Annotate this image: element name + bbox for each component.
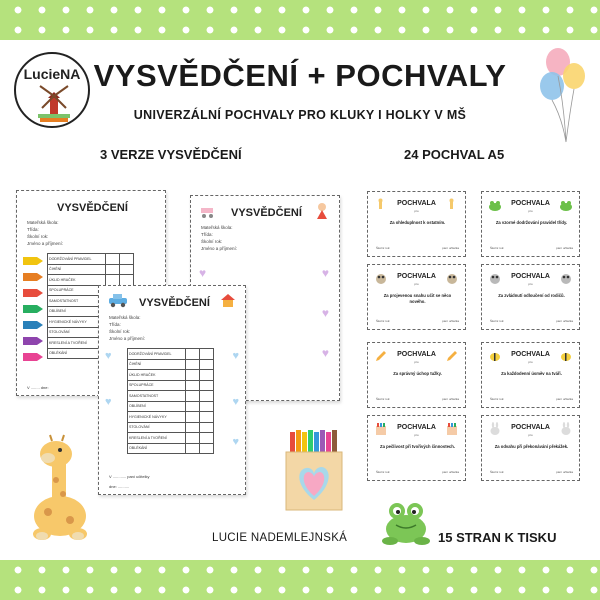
- praise-card: POCHVALA pro Za správný úchop tužky. Školní rok: paní učitelka: [367, 342, 466, 408]
- certificate-title: VYSVĚDČENÍ: [139, 297, 210, 309]
- certificate-fields: Mateřská škola: Třída: Školní rok: Jméno a příjmení:: [109, 315, 146, 341]
- certificate-sheet-front: [98, 285, 246, 495]
- pencil-icon: [374, 349, 388, 363]
- certificate-title: VYSVĚDČENÍ: [231, 207, 302, 219]
- page-title: VYSVĚDČENÍ + POCHVALY: [93, 58, 507, 93]
- heart-icon: ♥: [105, 350, 112, 362]
- car-icon: [107, 292, 129, 308]
- bee-icon: [559, 349, 573, 363]
- certificate-date: dne: ..........: [109, 484, 130, 489]
- author-name: LUCIE NADEMLEJNSKÁ: [212, 532, 348, 544]
- toy-house-icon: [219, 292, 237, 308]
- heart-icon: ♥: [105, 396, 112, 408]
- frog-icon: [488, 198, 502, 212]
- page-count-label: 15 STRAN K TISKU: [438, 530, 557, 545]
- certificates-section-label: 3 VERZE VYSVĚDČENÍ: [100, 147, 242, 162]
- heart-icon: ♥: [321, 306, 329, 320]
- praise-card: POCHVALA pro Za vzorné dodržování pravidel třídy. Školní rok: paní učitelka: [481, 191, 580, 257]
- certificate-fields: Mateřská škola: Třída: Školní rok: Jméno a příjmení:: [201, 225, 238, 251]
- certificate-signature: V ............ paní učitelky: [109, 474, 150, 479]
- praise-card: POCHVALA pro Za zvládnutí odloučení od rodičů. Školní rok: paní učitelka: [481, 264, 580, 330]
- crayon-box-icon: [445, 422, 459, 436]
- certificate-signature: V ........ dne:: [27, 385, 49, 390]
- praise-card: POCHVALA pro Za ohleduplnost k ostatním. Školní rok: paní učitelka: [367, 191, 466, 257]
- crayon-icon: [21, 253, 45, 383]
- frog-icon: [559, 198, 573, 212]
- doll-icon: [315, 202, 329, 220]
- praise-card: POCHVALA pro Za pečlivost při tvořivých činnostech. Školní rok: paní učitelka: [367, 415, 466, 481]
- giraffe-icon: [374, 198, 388, 212]
- stroller-icon: [199, 202, 217, 218]
- giraffe-toy-icon: [18, 432, 100, 544]
- giraffe-icon: [445, 198, 459, 212]
- praise-card: POCHVALA pro Za odvahu při překonávání překážek. Školní rok: paní učitelka: [481, 415, 580, 481]
- crayon-box-heart-icon: [282, 428, 348, 514]
- top-dotted-band: [0, 0, 600, 40]
- heart-icon: ♥: [321, 266, 329, 280]
- praise-card: POCHVALA pro Za každodenní úsměv na tváři. Školní rok: paní učitelka: [481, 342, 580, 408]
- praise-section-label: 24 POCHVAL A5: [404, 147, 505, 162]
- certificate-title: VYSVĚDČENÍ: [57, 202, 128, 214]
- owl-icon: [445, 271, 459, 285]
- owl-icon: [488, 271, 502, 285]
- bunny-icon: [559, 422, 573, 436]
- bee-icon: [488, 349, 502, 363]
- heart-icon: ♥: [321, 346, 329, 360]
- heart-icon: ♥: [232, 436, 239, 448]
- page-subtitle: UNIVERZÁLNÍ POCHVALY PRO KLUKY I HOLKY V MŠ: [133, 108, 467, 122]
- owl-icon: [374, 271, 388, 285]
- logo-text: LucieNA: [23, 66, 81, 82]
- owl-icon: [559, 271, 573, 285]
- bunny-icon: [488, 422, 502, 436]
- certificate-grid: DODRŽOVÁNÍ PRAVIDEL ČIHĚNÍ ÚKLID HRAČEK SPOLUPRÁCE SAMOSTATNOST OBLÍBENÍ HYGIENICKÉ NÁVYKY STOLOVÁNÍ KRESLENÍ A TVOŘENÍ OBLÉKÁNÍ: [47, 253, 134, 359]
- balloons-icon: [536, 46, 592, 146]
- bottom-dotted-band: [0, 560, 600, 600]
- heart-icon: ♥: [232, 350, 239, 362]
- praise-card: POCHVALA pro Za projevenou snahu učit se něco nového. Školní rok: paní učitelka: [367, 264, 466, 330]
- crayon-box-icon: [374, 422, 388, 436]
- heart-icon: ♥: [232, 396, 239, 408]
- frog-icon: [380, 497, 432, 547]
- heart-icon: ♥: [199, 266, 207, 280]
- pencil-icon: [445, 349, 459, 363]
- certificate-grid: DODRŽOVÁNÍ PRAVIDEL ČIHĚNÍ ÚKLID HRAČEK SPOLUPRÁCE SAMOSTATNOST OBLÍBENÍ HYGIENICKÉ NÁVYKY STOLOVÁNÍ KRESLENÍ A TVOŘENÍ OBLÉKÁNÍ: [127, 348, 214, 454]
- certificate-fields: Mateřská škola: Třída: Školní rok: Jméno a příjmení:: [27, 220, 64, 246]
